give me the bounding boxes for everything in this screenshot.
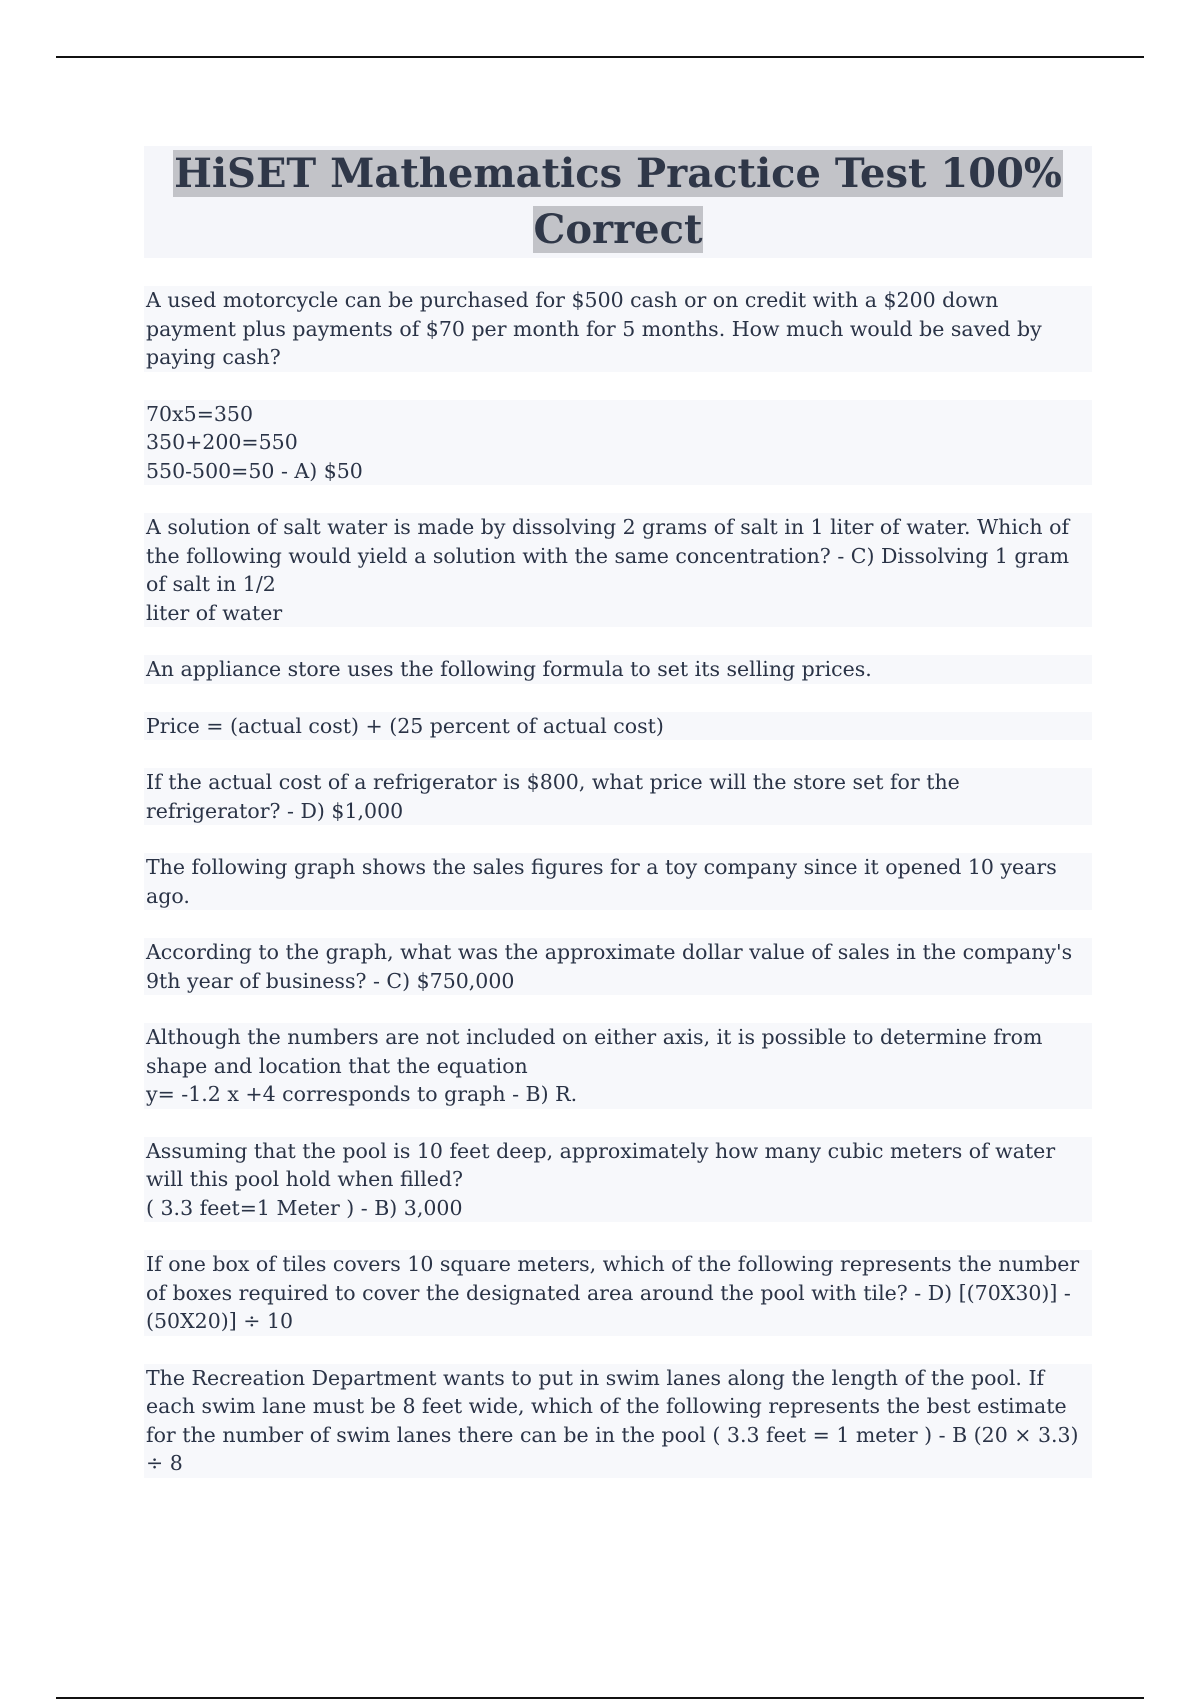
document-body	[144, 286, 1092, 1506]
question-sales-ninth-year: According to the graph, what was the approximate dollar value of sales in the company's 9th year of business? - C) $750,000	[144, 938, 1092, 995]
answer-motorcycle-work: 70x5=350 350+200=550 550-500=50 - A) $50	[144, 400, 1092, 486]
question-pool-volume: Assuming that the pool is 10 feet deep, approximately how many cubic meters of water will this pool hold when filled? ( 3.3 feet=1 Meter ) - B) 3,000	[144, 1137, 1092, 1223]
question-salt-water: A solution of salt water is made by dissolving 2 grams of salt in 1 liter of water. Which of the following would yield a solution with the same concentration? - C) Dissolving 1 gram of salt in 1/2 liter of water	[144, 513, 1092, 627]
graph-intro: The following graph shows the sales figures for a toy company since it opened 10 years ago.	[144, 853, 1092, 910]
question-swim-lanes: The Recreation Department wants to put in swim lanes along the length of the pool. If each swim lane must be 8 feet wide, which of the following represents the best estimate for the number of swim lanes there can be in the pool ( 3.3 feet = 1 meter ) - B (20 × 3.3) ÷ 8	[144, 1364, 1092, 1478]
question-appliance-intro: An appliance store uses the following formula to set its selling prices.	[144, 655, 1092, 684]
question-refrigerator: If the actual cost of a refrigerator is $800, what price will the store set for the refrigerator? - D) $1,000	[144, 768, 1092, 825]
title-block	[144, 146, 1092, 258]
page-title-text-1: HiSET Mathematics Practice Test 100%	[174, 150, 1062, 197]
question-motorcycle: A used motorcycle can be purchased for $500 cash or on credit with a $200 down payment plus payments of $70 per month for 5 months. How much would be saved by paying cash?	[144, 286, 1092, 372]
page-title-text-2: Correct	[533, 206, 703, 253]
page-title-line-1	[144, 146, 1092, 202]
price-formula: Price = (actual cost) + (25 percent of actual cost)	[144, 712, 1092, 741]
question-equation-graph: Although the numbers are not included on either axis, it is possible to determine from shape and location that the equation y= -1.2 x +4 corresponds to graph - B) R.	[144, 1023, 1092, 1109]
top-rule	[56, 56, 1144, 58]
bottom-rule	[56, 1697, 1144, 1699]
page-title-line-2	[144, 202, 1092, 258]
question-tile-boxes: If one box of tiles covers 10 square meters, which of the following represents the number of boxes required to cover the designated area around the pool with tile? - D) [(70X30)] - (50X20)] ÷ 10	[144, 1250, 1092, 1336]
